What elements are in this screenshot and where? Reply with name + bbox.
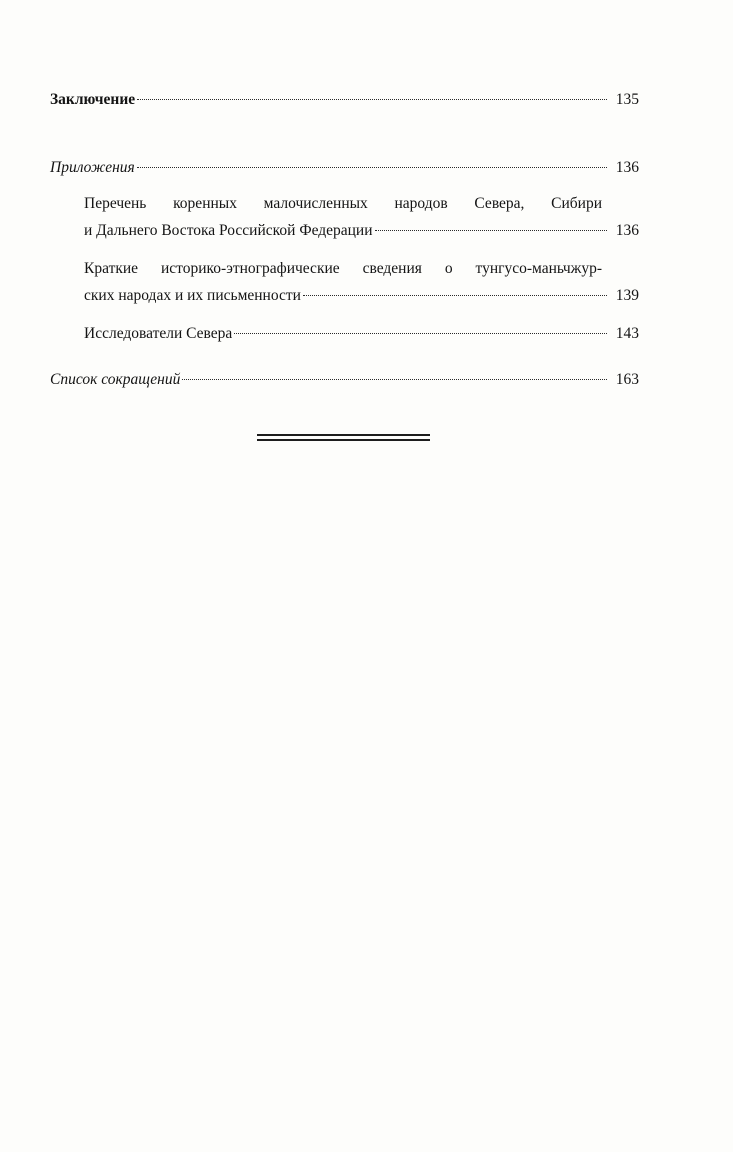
toc-leader-dots [182, 379, 607, 380]
toc-entry-title-line: Перечень коренных малочисленных народов Севера, Сибири [84, 195, 602, 212]
closing-rule-top [257, 434, 430, 436]
toc-leader-dots [137, 167, 607, 168]
toc-entry-abbreviations[interactable] [50, 367, 639, 392]
toc-leader-dots [137, 99, 607, 100]
toc-page-number: 163 [615, 371, 639, 388]
toc-entry-appendices[interactable] [50, 155, 639, 180]
toc-entry-tungus-manchu[interactable] [84, 256, 639, 308]
toc-entry-title-line: ских народах и их письменности [84, 287, 301, 304]
toc-entry-title: Список сокращений [50, 371, 181, 388]
toc-leader-dots [375, 230, 607, 231]
toc-entry-explorers[interactable] [84, 321, 639, 346]
toc-page-number: 139 [615, 287, 639, 304]
toc-entry-title: Приложения [50, 159, 135, 176]
closing-rule-bottom [257, 439, 430, 441]
toc-page-number: 143 [615, 325, 639, 342]
toc-page-number: 136 [615, 159, 639, 176]
toc-page-number: 136 [615, 222, 639, 239]
toc-entry-title-line: Краткие историко-этнографические сведения о тунгусо-маньчжур- [84, 260, 602, 277]
toc-leader-dots [303, 295, 607, 296]
toc-entry-conclusion[interactable] [50, 87, 639, 112]
toc-page-number: 135 [615, 91, 639, 108]
toc-entry-title: Исследователи Севера [84, 325, 233, 342]
toc-entry-peoples-list[interactable] [84, 191, 639, 243]
toc-entry-title: Заключение [50, 91, 136, 108]
toc-entry-title-line: и Дальнего Востока Российской Федерации [84, 222, 373, 239]
toc-leader-dots [234, 333, 607, 334]
